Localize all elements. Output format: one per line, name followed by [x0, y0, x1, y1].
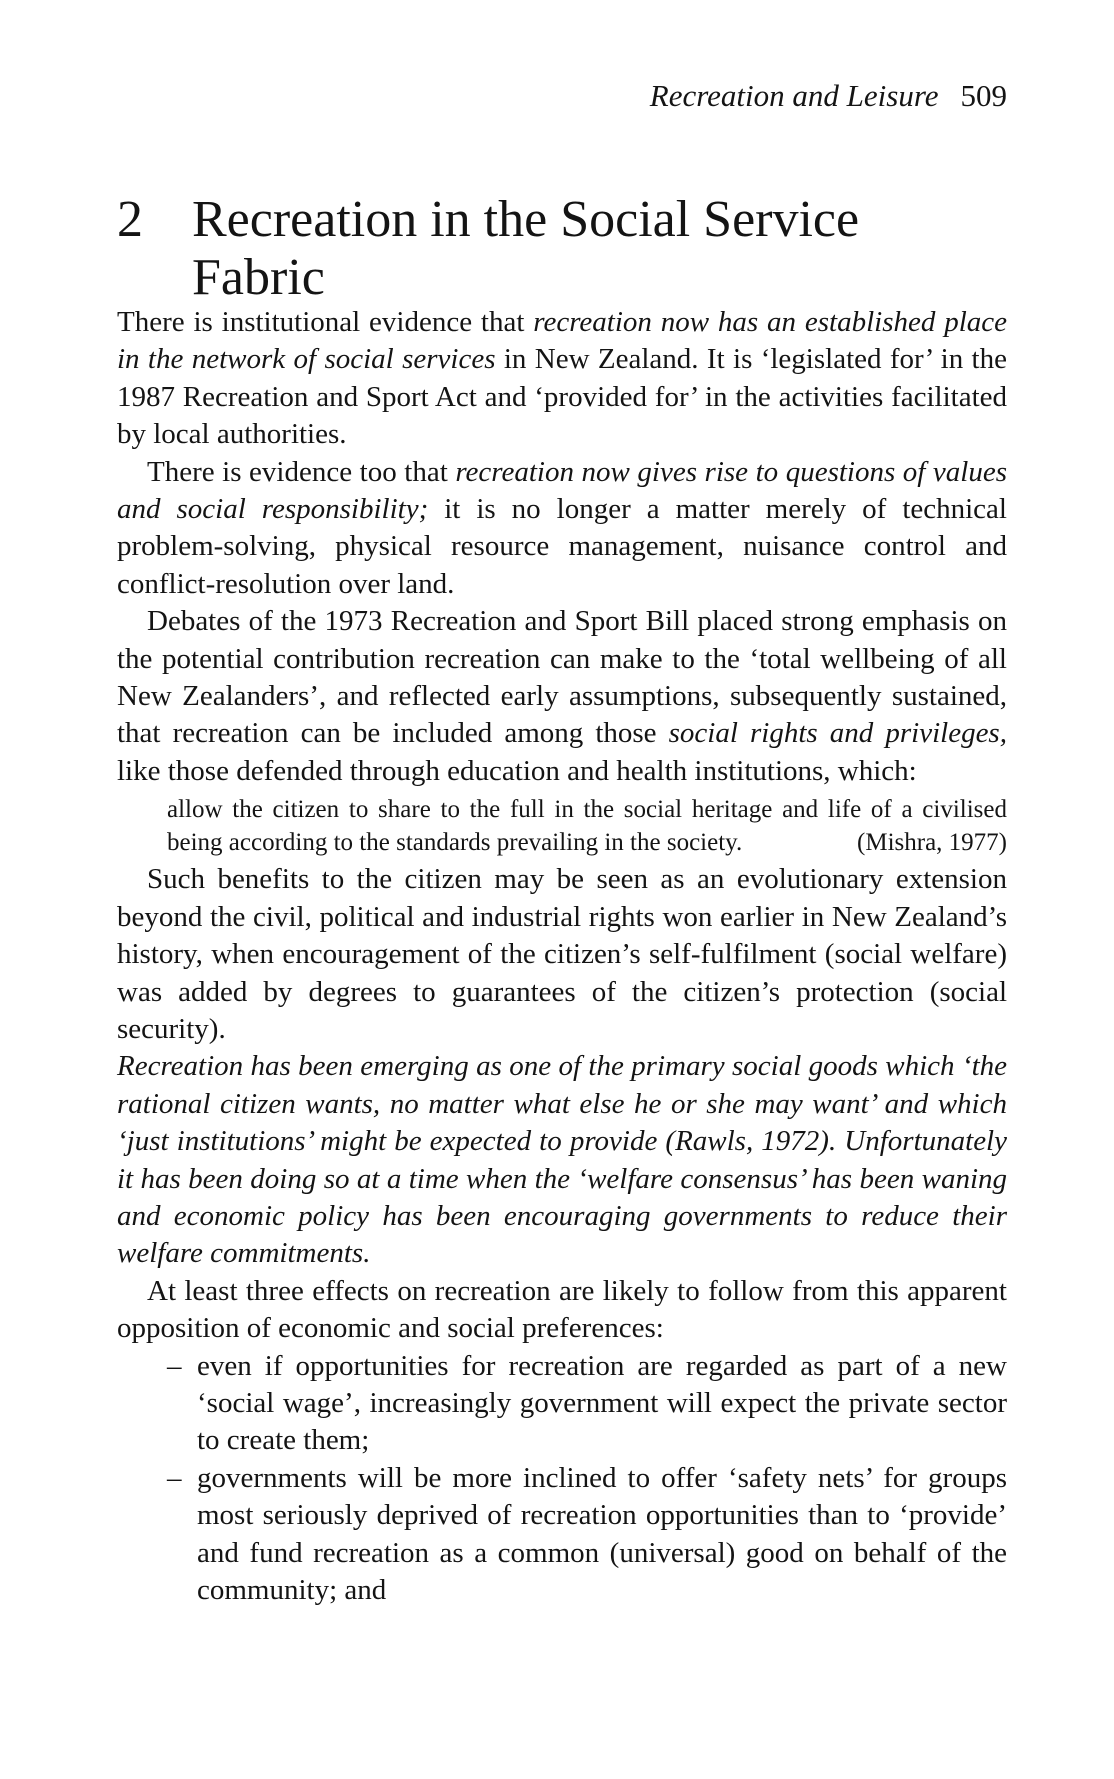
- paragraph-3-emphasis: social rights and privileges,: [668, 717, 1007, 750]
- paragraph-2-text-a: There is evidence too that: [147, 455, 456, 488]
- page-number: 509: [960, 78, 1007, 113]
- chapter-number: 2: [117, 191, 143, 249]
- paragraph-2-emphasis: recreation now gives rise to questions of values and social responsibility;: [117, 455, 1008, 526]
- paragraph-1-text-c: in New Zealand. It is ‘legislated for’ in the 1987 Recreation and Sport Act and ‘provided for’ in the activities facilitated by local authorities.: [117, 343, 1007, 451]
- body-text: [117, 304, 1007, 1609]
- paragraph-2-text-c: it is no longer a matter merely of technical problem-solving, physical resource management, nuisance control and conflict-resolution over land.: [117, 493, 1007, 600]
- dash-marker: –: [167, 1461, 182, 1494]
- paragraph-1: [117, 304, 1007, 454]
- running-head-title: Recreation and Leisure: [649, 78, 939, 113]
- paragraph-3-text-a: Debates of the 1973 Recreation and Sport Bill placed strong emphasis on the potential contribution recreation can make to the ‘total wellbeing of all New Zealanders’, and reflected early assumptions, subsequently sustained, that recreation can be included among those: [117, 605, 1007, 750]
- block-quote-text: allow the citizen to share to the full in the social heritage and life of a civilised being according to the standards prevailing in the society.: [167, 796, 1007, 857]
- bullet-list: [117, 1348, 1007, 1610]
- dash-marker: –: [167, 1349, 182, 1382]
- paragraph-2: [117, 454, 1007, 604]
- running-head: [650, 78, 1007, 114]
- list-item-text: governments will be more inclined to offer ‘safety nets’ for groups most seriously deprived of recreation opportunities than to ‘provide’ and fund recreation as a common (universal) good on behalf of the community; and: [197, 1461, 1007, 1606]
- list-item: [167, 1460, 1007, 1610]
- list-item: [167, 1348, 1007, 1460]
- paragraph-1-emphasis: recreation now has an established place in the network of social services: [117, 306, 1008, 376]
- block-quote-citation: (Mishra, 1977): [857, 829, 1007, 857]
- list-item-text: even if opportunities for recreation are regarded as part of a new ‘social wage’, increasingly government will expect the private sector to create them;: [197, 1349, 1007, 1457]
- paragraph-6: At least three effects on recreation are likely to follow from this apparent opposition of economic and social preferences:: [117, 1274, 1007, 1345]
- chapter-title: Recreation in the Social Service Fabric: [192, 191, 860, 307]
- paragraph-1-text-a: There is institutional evidence that: [117, 306, 534, 338]
- paragraph-3: [117, 603, 1007, 790]
- block-quote: [167, 793, 1007, 859]
- paragraph-4: Such benefits to the citizen may be seen as an evolutionary extension beyond the civil, political and industrial rights won earlier in New Zealand’s history, when encouragement of the citizen’s self-fulfilment (social welfare) was added by degrees to guarantees of the citizen’s protection (social security).: [117, 863, 1007, 1045]
- paragraph-5: Recreation has been emerging as one of the primary social goods which ‘the rational citizen wants, no matter what else he or she may want’ and which ‘just institutions’ might be expected to provide (Rawls, 1972). Unfortunately it has been doing so at a time when the ‘welfare consensus’ has been waning and economic policy has been encouraging governments to reduce their welfare commitments.: [117, 1050, 1007, 1270]
- paragraph-3-text-c: like those defended through education and health institutions, which:: [117, 754, 917, 787]
